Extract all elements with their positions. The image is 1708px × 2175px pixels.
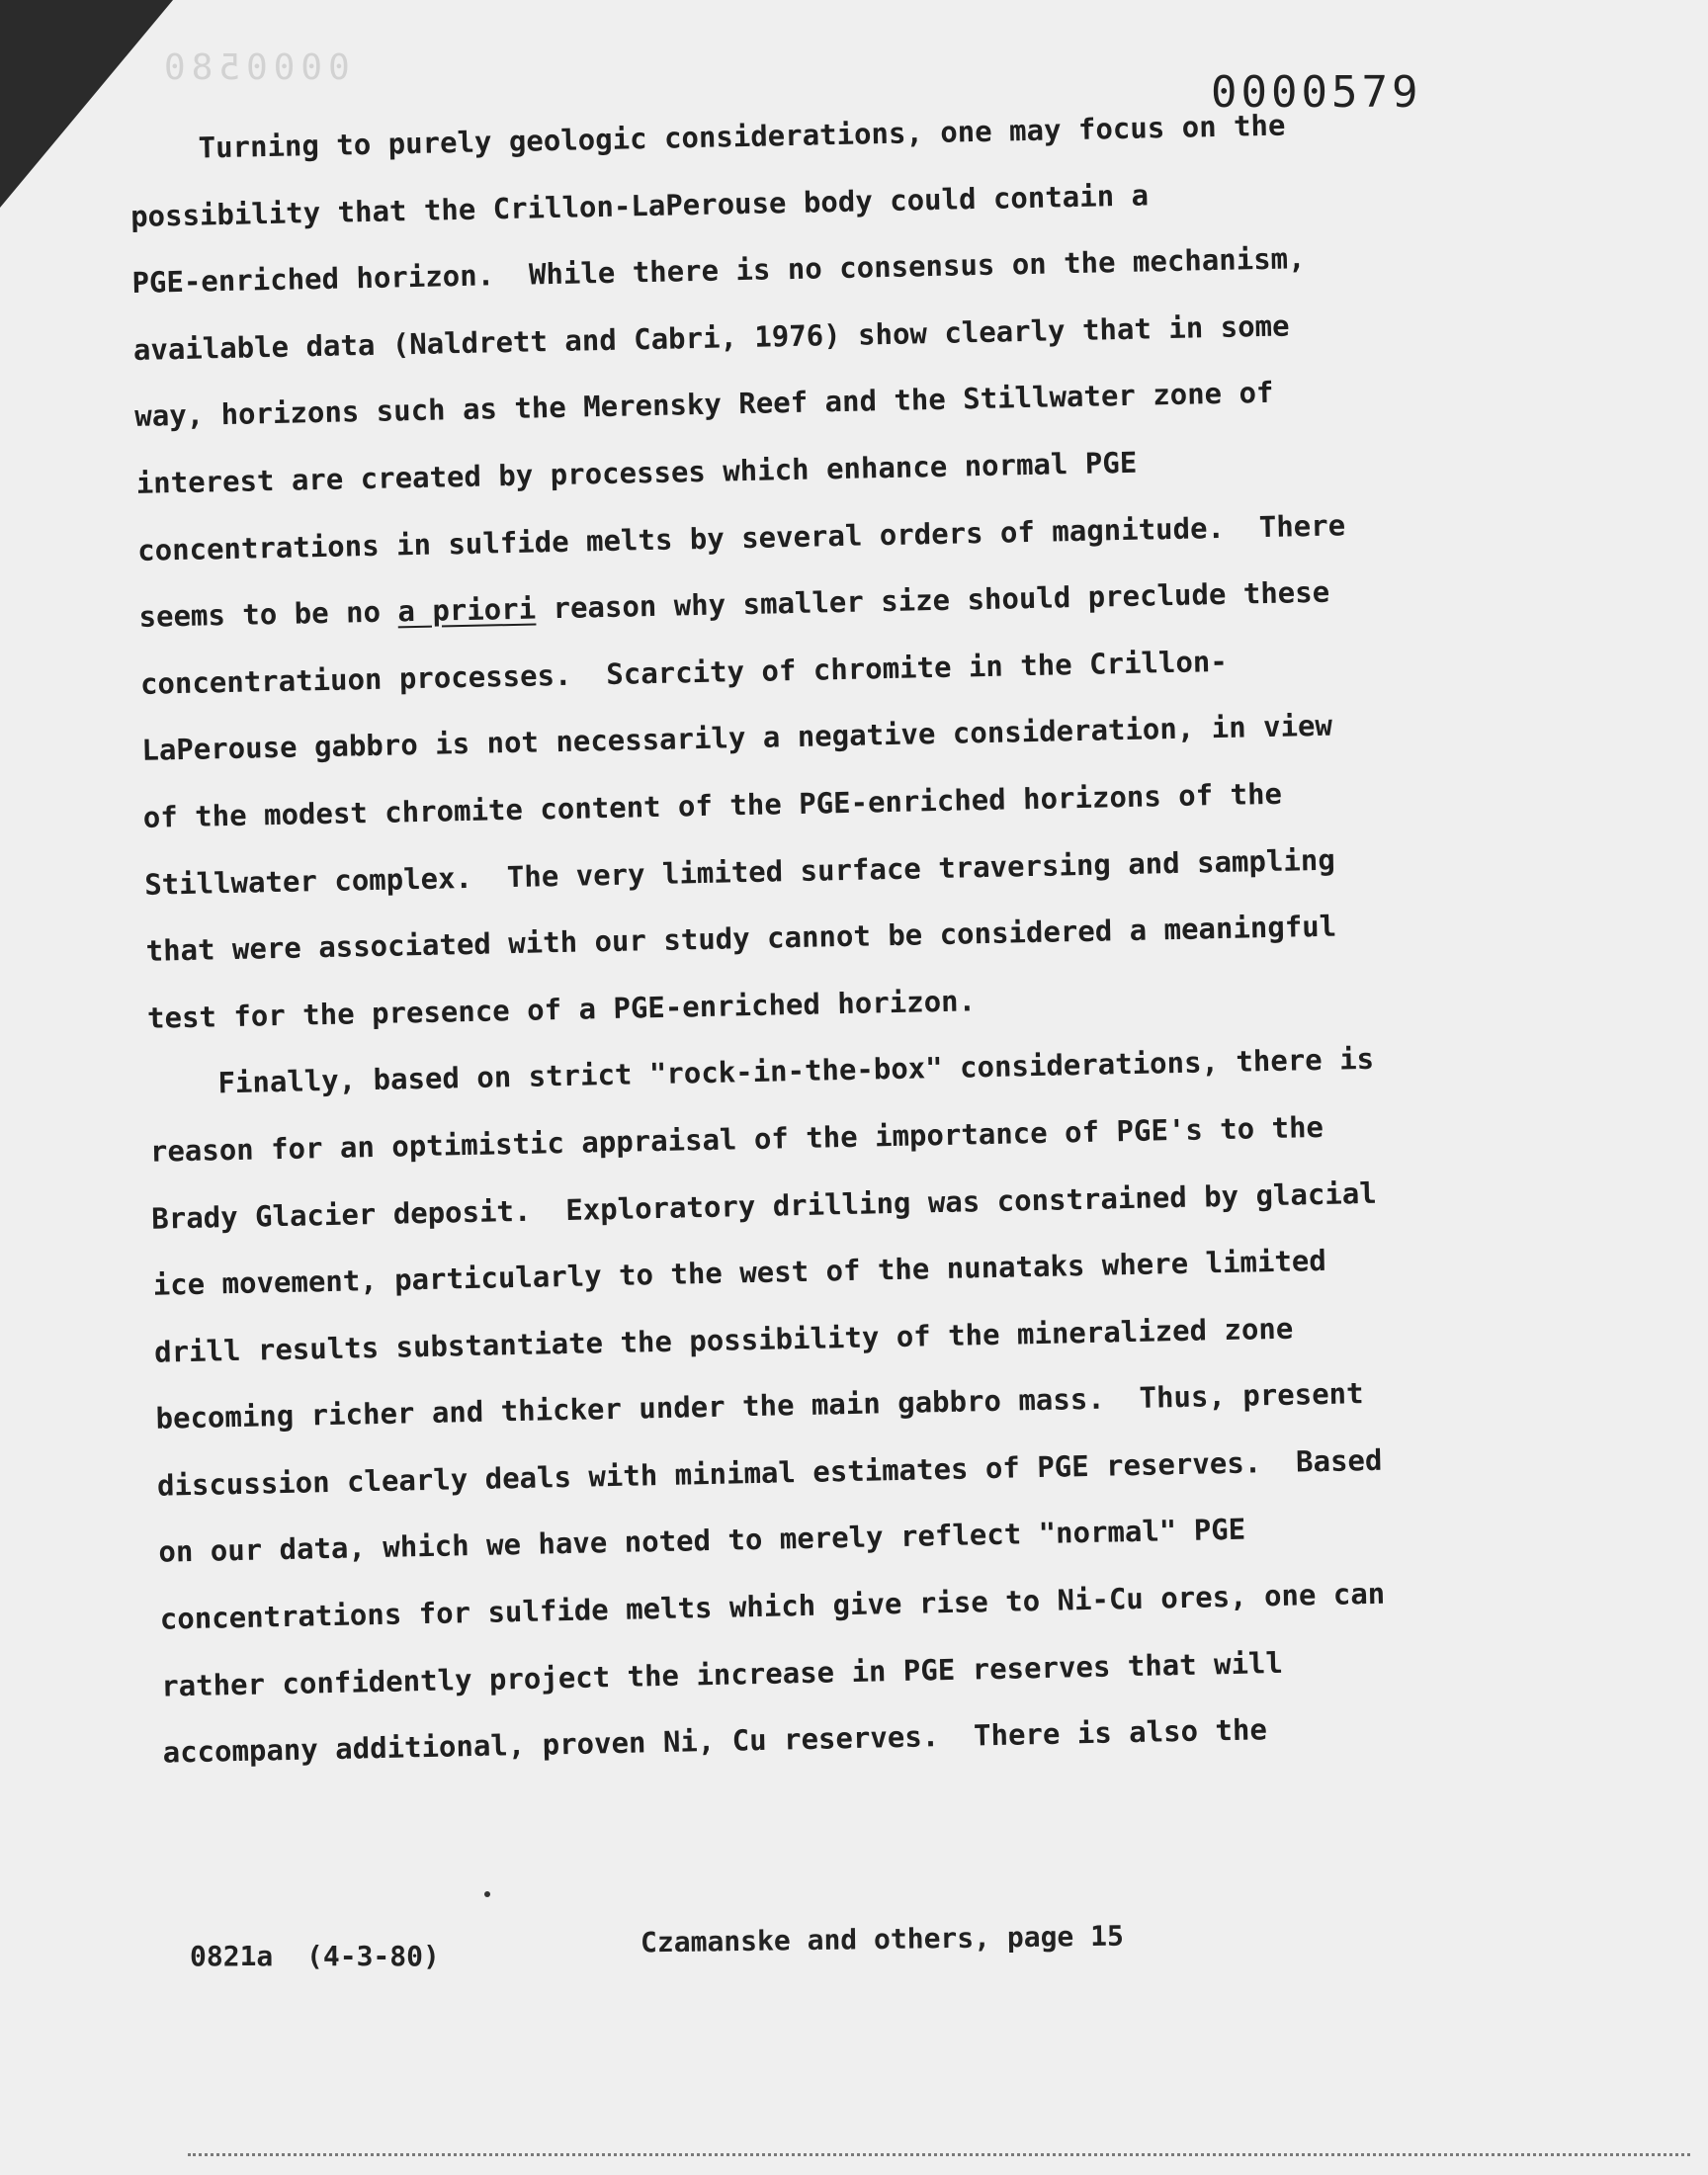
text-line: rather confidently project the increase in PGE reserves that will [160,1645,1284,1703]
text-line: concentrations for sulfide melts which give rise to Ni-Cu ores, one can [159,1576,1386,1636]
text-line: test for the presence of a PGE-enriched horizon. [146,983,977,1035]
text-line: of the modest chromite content of the PGE-enriched horizons of the [142,776,1283,834]
text-line: Stillwater complex. The very limited surface traversing and sampling [143,842,1336,902]
document-number: 0000579 [1211,67,1422,118]
text-line: ice movement, particularly to the west of the nunataks where limited [152,1243,1327,1302]
body-text [128,90,1418,1786]
text-line: possibility that the Crillon-LaPerouse body could contain a [129,178,1150,233]
text-run: seems to be no [138,594,398,635]
text-line: LaPerouse gabbro is not necessarily a negative consideration, in view [141,708,1333,768]
bleed-through-number: 0000580 [158,47,350,88]
text-line: available data (Naldrett and Cabri, 1976) show clearly that in some [132,308,1290,367]
text-line: concentrations in sulfide melts by several orders of magnitude. There [136,507,1346,567]
text-run: reason why smaller size should preclude these [535,574,1330,626]
text-line: reason for an optimistic appraisal of the importance of PGE's to the [149,1109,1324,1169]
scan-speck [484,1891,490,1897]
text-line: concentratiuon processes. Scarcity of chromite in the Crillon- [139,644,1229,701]
scan-edge [188,2153,1690,2156]
text-line: on our data, which we have noted to merely reflect "normal" PGE [158,1513,1246,1570]
text-line: discussion clearly deals with minimal estimates of PGE reserves. Based [156,1442,1383,1503]
footer-citation: Czamanske and others, page 15 [640,1919,1125,1959]
underlined-phrase: a priori [397,591,537,629]
text-line: way, horizons such as the Merensky Reef and the Stillwater zone of [133,376,1274,434]
text-line: that were associated with our study cannot be considered a meaningful [145,909,1337,968]
text-line: interest are created by processes which enhance normal PGE [135,445,1138,500]
text-line: Finally, based on strict "rock-in-the-box" considerations, there is [217,1042,1375,1100]
text-line: Turning to purely geologic considerations, one may focus on the [198,108,1286,165]
text-line: becoming richer and thicker under the main gabbro mass. Thus, present [155,1376,1364,1436]
text-line: PGE-enriched horizon. While there is no consensus on the mechanism, [131,241,1306,301]
text-line: Brady Glacier deposit. Exploratory drilling was constrained by glacial [150,1175,1378,1236]
footer-code: 0821a (4-3-80) [190,1940,440,1972]
text-line: accompany additional, proven Ni, Cu reserves. There is also the [162,1712,1268,1770]
text-line: drill results substantiate the possibility of the mineralized zone [153,1311,1294,1369]
